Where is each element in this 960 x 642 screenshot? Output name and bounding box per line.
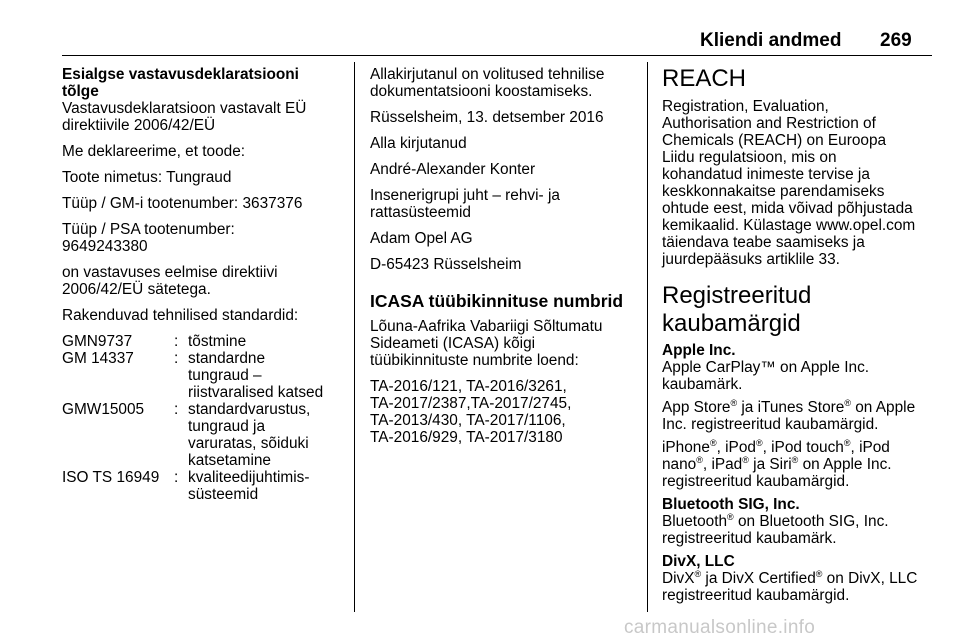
col1-paragraph: Me deklareerime, et toode: — [62, 143, 246, 160]
page-number: 269 — [880, 30, 912, 51]
standard-code: GMW15005 — [62, 401, 145, 418]
standard-description: tõstmine — [188, 333, 247, 350]
col2-paragraph: Insenerigrupi juht – rehvi- ja rattasüsteemid — [370, 187, 560, 221]
column-3 — [662, 66, 952, 610]
col2-paragraph: D-65423 Rüsselsheim — [370, 256, 522, 273]
column-divider-2 — [647, 62, 648, 612]
column-divider-1 — [354, 62, 355, 612]
icasa-numbers: TA-2016/121, TA-2016/3261, TA-2017/2387,TA-2017/2745, TA-2013/430, TA-2017/1106, TA-2016/929, TA-2017/3180 — [370, 378, 572, 446]
reach-text: Registration, Evaluation, Authorisation and Restriction of Chemicals (REACH) on Euroopa Liidu regulatsioon, mis on kohandatud inimeste tervise ja keskkonnakaitse parendamiseks ohtude eest, mida võivad põhjustada kemikaalid. Külastage www.opel.com täiendava teabe saamiseks ja juurdepääsuks artiklile 33. — [662, 98, 916, 268]
reach-heading: REACH — [662, 65, 747, 92]
standard-description: standardne tungraud – riistvaralised katsed — [188, 350, 324, 401]
section-title: Kliendi andmed — [700, 30, 842, 51]
table-row — [62, 401, 323, 469]
watermark: carmanualsonline.info — [624, 617, 816, 638]
table-row — [62, 333, 323, 350]
header-rule — [62, 55, 932, 56]
icasa-paragraph: Lõuna-Aafrika Vabariigi Sõltumatu Sideameti (ICASA) kõigi tüübikinnituste numbrite loend: — [370, 318, 603, 369]
column-2 — [370, 66, 640, 455]
col1-paragraph: Vastavusdeklaratsioon vastavalt EÜ direktiivile 2006/42/EÜ — [62, 100, 307, 134]
standard-description: standardvarustus, tungraud ja varuratas, sõiduki katsetamine — [188, 401, 311, 469]
trademarks-heading: Registreeritud kaubamärgid — [662, 282, 812, 337]
col1-paragraph: on vastavuses eelmise direktiivi 2006/42/EÜ sätetega. — [62, 264, 278, 298]
col1-paragraph: Toote nimetus: Tungraud — [62, 169, 232, 186]
standard-separator: : — [174, 350, 179, 367]
col2-paragraph: Alla kirjutanud — [370, 135, 467, 152]
col2-paragraph: Adam Opel AG — [370, 230, 473, 247]
divx-text: DivX® ja DivX Certified® on DivX, LLC registreeritud kaubamärgid. — [662, 568, 918, 604]
bluetooth-heading: Bluetooth SIG, Inc. — [662, 496, 800, 513]
bluetooth-text: Bluetooth® on Bluetooth SIG, Inc. registreeritud kaubamärk. — [662, 511, 889, 547]
table-row — [62, 469, 323, 503]
col2-paragraph: Allakirjutanul on volitused tehnilise dokumentatsiooni koostamiseks. — [370, 66, 605, 100]
standard-code: GM 14337 — [62, 350, 134, 367]
col1-paragraph: Tüüp / GM-i tootenumber: 3637376 — [62, 195, 303, 212]
col1-paragraph: Tüüp / PSA tootenumber: 9649243380 — [62, 221, 235, 255]
apple-heading: Apple Inc. — [662, 342, 736, 359]
app-store-text: App Store® ja iTunes Store® on Apple Inc. registreeritud kaubamärgid. — [662, 397, 916, 433]
col1-paragraph: Rakenduvad tehnilised standardid: — [62, 307, 299, 324]
col2-paragraph: André-Alexander Konter — [370, 161, 536, 178]
icasa-heading: ICASA tüübikinnituse numbrid — [370, 291, 624, 311]
declaration-heading: Esialgse vastavusdeklaratsiooni tõlge — [62, 66, 299, 100]
apple-carplay-text: Apple CarPlay™ on Apple Inc. kaubamärk. — [662, 359, 870, 393]
standard-separator: : — [174, 333, 179, 350]
table-row — [62, 350, 323, 401]
standard-description: kvaliteedijuhtimis- süsteemid — [188, 469, 310, 503]
iphone-text: iPhone®, iPod®, iPod touch®, iPod nano®, iPad® ja Siri® on Apple Inc. registreeritud kaubamärgid. — [662, 437, 892, 490]
standard-separator: : — [174, 469, 179, 486]
col2-paragraph: Rüsselsheim, 13. detsember 2016 — [370, 109, 604, 126]
standards-table — [62, 333, 323, 503]
divx-heading: DivX, LLC — [662, 553, 735, 570]
standard-code: GMN9737 — [62, 333, 133, 350]
column-1 — [62, 66, 344, 503]
standard-code: ISO TS 16949 — [62, 469, 160, 486]
standard-separator: : — [174, 401, 179, 418]
